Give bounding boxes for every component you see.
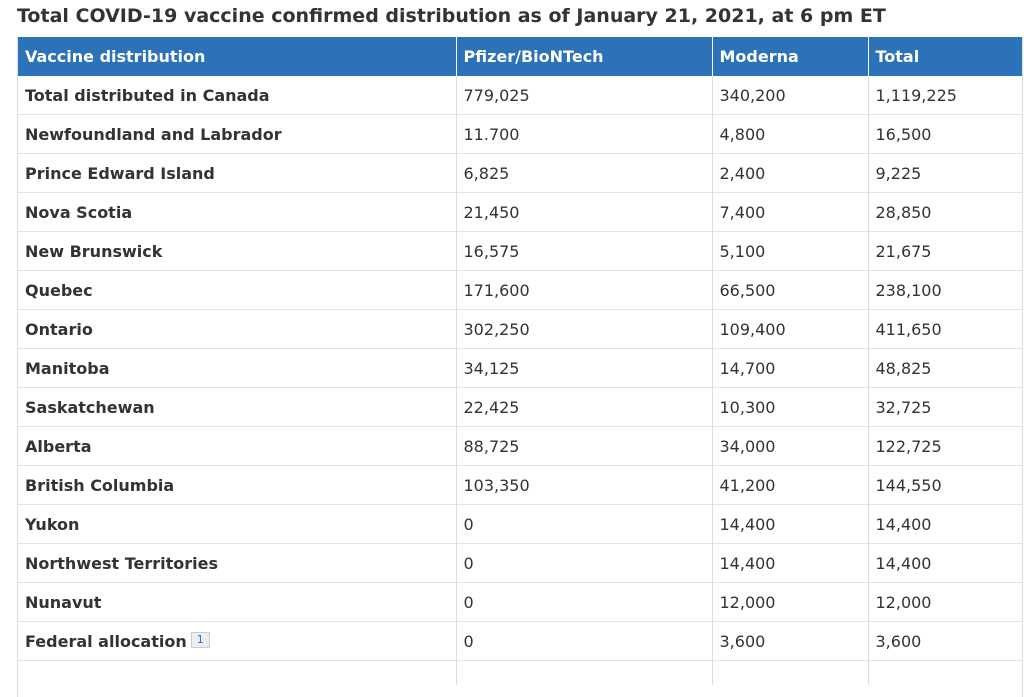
table-row xyxy=(18,388,1022,427)
pfizer-value: 34,125 xyxy=(456,349,712,388)
table-row xyxy=(18,76,1022,115)
empty-cell xyxy=(712,661,868,686)
table-body xyxy=(18,76,1022,685)
row-name: Newfoundland and Labrador xyxy=(18,115,456,154)
table-row xyxy=(18,505,1022,544)
row-name: Yukon xyxy=(18,505,456,544)
table-row xyxy=(18,271,1022,310)
moderna-value: 10,300 xyxy=(712,388,868,427)
footnote-link[interactable]: 1 xyxy=(191,632,210,648)
pfizer-value: 11.700 xyxy=(456,115,712,154)
row-name: Northwest Territories xyxy=(18,544,456,583)
header-total: Total xyxy=(868,37,1022,76)
row-name: Saskatchewan xyxy=(18,388,456,427)
pfizer-value: 88,725 xyxy=(456,427,712,466)
total-value: 16,500 xyxy=(868,115,1022,154)
table-row xyxy=(18,310,1022,349)
table-row xyxy=(18,622,1022,661)
row-name: Total distributed in Canada xyxy=(18,76,456,115)
total-value: 14,400 xyxy=(868,505,1022,544)
moderna-value: 4,800 xyxy=(712,115,868,154)
table-row xyxy=(18,154,1022,193)
row-name: Prince Edward Island xyxy=(18,154,456,193)
empty-cell xyxy=(868,661,1022,686)
total-value: 32,725 xyxy=(868,388,1022,427)
moderna-value: 340,200 xyxy=(712,76,868,115)
pfizer-value: 302,250 xyxy=(456,310,712,349)
moderna-value: 14,400 xyxy=(712,544,868,583)
header-pfizer: Pfizer/BioNTech xyxy=(456,37,712,76)
row-name: New Brunswick xyxy=(18,232,456,271)
header-moderna: Moderna xyxy=(712,37,868,76)
table-row-empty xyxy=(18,661,1022,686)
pfizer-value: 21,450 xyxy=(456,193,712,232)
row-name: Nunavut xyxy=(18,583,456,622)
moderna-value: 34,000 xyxy=(712,427,868,466)
pfizer-value: 0 xyxy=(456,505,712,544)
pfizer-value: 779,025 xyxy=(456,76,712,115)
moderna-value: 2,400 xyxy=(712,154,868,193)
moderna-value: 5,100 xyxy=(712,232,868,271)
moderna-value: 12,000 xyxy=(712,583,868,622)
total-value: 1,119,225 xyxy=(875,85,957,105)
moderna-value: 7,400 xyxy=(712,193,868,232)
pfizer-value: 0 xyxy=(456,622,712,661)
table-row xyxy=(18,232,1022,271)
table-row xyxy=(18,427,1022,466)
empty-cell xyxy=(456,661,712,686)
header-row xyxy=(18,37,1022,76)
table-row xyxy=(18,115,1022,154)
total-value: 144,550 xyxy=(868,466,1022,505)
total-value: 14,400 xyxy=(868,544,1022,583)
pfizer-value: 16,575 xyxy=(456,232,712,271)
total-value: 238,100 xyxy=(868,271,1022,310)
pfizer-value: 171,600 xyxy=(456,271,712,310)
total-value: 9,225 xyxy=(868,154,1022,193)
total-value: 411,650 xyxy=(868,310,1022,349)
table-row xyxy=(18,583,1022,622)
table-caption: Total COVID-19 vaccine confirmed distribution as of January 21, 2021, at 6 pm ET xyxy=(17,5,886,27)
pfizer-value: 22,425 xyxy=(456,388,712,427)
total-value: 21,675 xyxy=(868,232,1022,271)
total-value: 28,850 xyxy=(868,193,1022,232)
header-vaccine-distribution: Vaccine distribution xyxy=(18,37,456,76)
moderna-value: 66,500 xyxy=(712,271,868,310)
table-row xyxy=(18,193,1022,232)
vaccine-distribution-table-container xyxy=(17,37,1023,697)
vaccine-distribution-table xyxy=(18,37,1022,685)
row-name: Federal allocation xyxy=(25,631,187,651)
row-name: British Columbia xyxy=(18,466,456,505)
moderna-value: 41,200 xyxy=(712,466,868,505)
total-value: 12,000 xyxy=(868,583,1022,622)
pfizer-value: 0 xyxy=(456,583,712,622)
total-value: 3,600 xyxy=(868,622,1022,661)
moderna-value: 109,400 xyxy=(712,310,868,349)
table-row xyxy=(18,544,1022,583)
moderna-value: 14,400 xyxy=(712,505,868,544)
row-name: Nova Scotia xyxy=(18,193,456,232)
moderna-value: 3,600 xyxy=(712,622,868,661)
table-header xyxy=(18,37,1022,76)
row-name: Ontario xyxy=(18,310,456,349)
table-row xyxy=(18,466,1022,505)
pfizer-value: 0 xyxy=(456,544,712,583)
row-name: Alberta xyxy=(18,427,456,466)
table-row xyxy=(18,349,1022,388)
moderna-value: 14,700 xyxy=(712,349,868,388)
empty-cell xyxy=(18,661,456,686)
row-name-cell xyxy=(18,622,456,661)
row-name: Manitoba xyxy=(18,349,456,388)
pfizer-value: 103,350 xyxy=(456,466,712,505)
pfizer-value: 6,825 xyxy=(456,154,712,193)
total-value: 122,725 xyxy=(868,427,1022,466)
total-value: 48,825 xyxy=(868,349,1022,388)
row-name: Quebec xyxy=(18,271,456,310)
